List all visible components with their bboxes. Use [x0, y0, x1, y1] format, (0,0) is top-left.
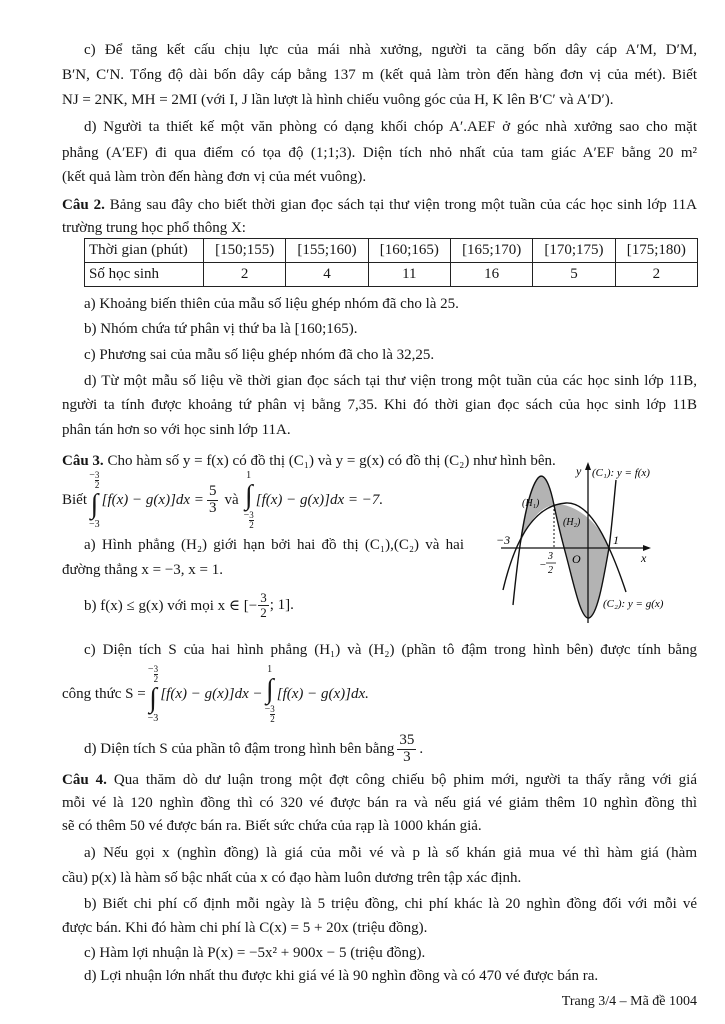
text: ; 1]. — [269, 596, 294, 613]
text-line: phẳng (A′EF) đi qua điểm có tọa độ (1;1;3). Diện tích nhỏ nhất của tam giác A′EF bằng 20 m² — [62, 145, 697, 161]
statement-b: b) Biết chi phí cố định mỗi ngày là 5 triệu đồng, chi phí khác là 20 nghìn đồng đối với mỗi vé — [84, 896, 697, 912]
table-cell: 16 — [450, 263, 532, 287]
function-graph — [486, 455, 706, 625]
y-axis-label: y — [576, 464, 582, 478]
text: d) Diện tích S của phần tô đậm trong hình bên bằng — [84, 740, 395, 757]
tick-label: 2 — [548, 565, 553, 576]
text-line: trường trung học phổ thông X: — [62, 220, 246, 236]
text-line: mỗi vé là 120 nghìn đồng thì có 320 vé được bán ra và nếu giá vé giảm thêm 10 nghìn đồng thì — [62, 795, 697, 811]
integral-sign: ∫ — [265, 673, 274, 705]
text-line: d) Người ta thiết kế một văn phòng có dạng khối chóp A′.AEF ở góc nhà xưởng sao cho mặt — [84, 119, 697, 135]
lower-limit: −3 — [147, 712, 159, 724]
integral-sign: ∫ — [90, 488, 99, 520]
text: [f(x) − g(x)]dx = — [101, 491, 204, 508]
text: b) f(x) ≤ g(x) với mọi x ∈ [− — [84, 597, 258, 614]
text: công thức S = — [62, 685, 146, 702]
upper-limit: − $\frac{3}{2}$ — [89, 469, 100, 490]
text-line: được bán. Khi đó hàm chi phí là C(x) = 5 + 20x (triệu đồng). — [62, 920, 428, 936]
question-2-intro — [62, 195, 697, 215]
statement-c: c) Diện tích S của hai hình phẳng (H₁) và (H₂) (phần tô đậm trong hình bên) được tính bằng — [84, 642, 697, 658]
text: [f(x) − g(x)]dx − — [160, 685, 263, 702]
page-footer: Trang 3/4 – Mã đề 1004 — [561, 994, 697, 1009]
h1-label: (H₁) — [522, 498, 540, 509]
statement-a: a) Hình phẳng (H₂) giới hạn bởi hai đồ thị (C₁),(C₂) và hai — [84, 537, 464, 553]
question-label: Câu 3. — [62, 453, 104, 469]
tick-label: −3 — [496, 533, 511, 547]
table-header-cell: Thời gian (phút) — [85, 239, 204, 263]
fraction: $\frac{3}{2}$ — [260, 589, 267, 620]
text: Qua thăm dò dư luận trong một đợt công chiếu bộ phim mới, người ta thấy rằng với giá — [106, 772, 697, 788]
statement-d: d) Lợi nhuận lớn nhất thu được khi giá vé là 90 nghìn đồng và có 470 vé được bán ra. — [84, 968, 599, 984]
given-integrals — [62, 470, 383, 530]
text: Bảng sau đây cho biết thời gian đọc sách tại thư viện trong một tuần của các học sinh lớp 11A — [104, 197, 697, 213]
table-cell: 11 — [368, 263, 450, 287]
c2-label: (C₂): y = g(x) — [603, 598, 664, 610]
tick-label: 3 — [548, 551, 553, 562]
table-cell: [165;170) — [450, 239, 532, 263]
text-line: NJ = 2NK, MH = 2MI (với I, J lần lượt là hình chiếu vuông góc của H, K lên B′C′ và A′D′). — [62, 92, 614, 108]
text-line: phân tán hơn so với học sinh lớp 11A. — [62, 422, 291, 438]
x-axis-label: x — [641, 551, 647, 565]
statement-b: b) Nhóm chứa tứ phân vị thứ ba là [160;165). — [84, 321, 358, 337]
text-line: cầu) p(x) là hàm số bậc nhất của x có đạo hàm luôn dương trên tập xác định. — [62, 870, 522, 886]
text: Cho hàm số y = f(x) có đồ thị (C₁) và y = g(x) có đồ thị (C₂) như hình bên. — [103, 453, 556, 469]
table-row — [85, 263, 698, 287]
fraction: $\frac{5}{3}$ — [208, 482, 217, 516]
text-line: người ta tính được khoảng tứ phân vị bằng 7,35. Khi đó thời gian đọc sách của học sinh lớp 11B — [62, 397, 697, 413]
statement-c: c) Phương sai của mẫu số liệu ghép nhóm đã cho là 32,25. — [84, 347, 435, 363]
table-cell: [175;180) — [615, 239, 697, 263]
statement-d — [84, 731, 423, 767]
question-label: Câu 4. — [62, 772, 107, 788]
tick-label: 1 — [613, 533, 619, 547]
h2-label: (H₂) — [563, 517, 581, 528]
text: và — [224, 491, 239, 508]
statement-b — [84, 590, 294, 620]
lower-limit: − $\frac{3}{2}$ — [243, 509, 254, 530]
table-cell: [170;175) — [533, 239, 615, 263]
y-axis-arrow — [585, 462, 591, 470]
text: [f(x) − g(x)]dx. — [276, 685, 369, 702]
lower-limit: −3 — [89, 518, 100, 530]
question-4-intro — [62, 770, 697, 790]
lower-limit: − $\frac{3}{2}$ — [264, 703, 275, 724]
upper-limit: − $\frac{3}{2}$ — [147, 663, 159, 684]
integral-sign: ∫ — [149, 682, 157, 714]
origin-label: O — [572, 552, 581, 566]
area-formula — [62, 664, 369, 724]
table-cell: 5 — [533, 263, 615, 287]
fraction: $\frac{35}{3}$ — [399, 731, 415, 765]
upper-limit: 1 — [246, 469, 252, 481]
integral — [265, 665, 275, 724]
text: [f(x) − g(x)]dx = −7. — [255, 491, 384, 508]
c1-label: (C₁): y = f(x) — [592, 467, 650, 479]
upper-limit: 1 — [267, 663, 273, 675]
statement-c: c) Hàm lợi nhuận là P(x) = −5x² + 900x − 5 (triệu đồng). — [84, 945, 426, 961]
text: . — [419, 740, 424, 757]
integral-sign: ∫ — [244, 479, 253, 511]
table-cell: [155;160) — [286, 239, 368, 263]
frequency-table — [84, 238, 698, 287]
text-line: sẽ có thêm 50 vé được bán ra. Biết sức chứa của rạp là 1000 khán giả. — [62, 818, 482, 834]
text-line: B′N, C′N. Tổng độ dài bốn dây cáp bằng 137 m (kết quả làm tròn đến hàng đơn vị của mét). Biết — [62, 67, 697, 83]
statement-a: a) Nếu gọi x (nghìn đồng) là giá của mỗi vé và p là số khán giả mua vé thì hàm giá (hàm — [84, 845, 697, 861]
text-line: (kết quả làm tròn đến hàng đơn vị của mét vuông). — [62, 169, 367, 185]
integral — [244, 471, 254, 530]
table-cell: 2 — [615, 263, 697, 287]
table-cell: [160;165) — [368, 239, 450, 263]
table-cell: 2 — [204, 263, 286, 287]
text: Biết — [62, 491, 87, 508]
integral — [89, 471, 100, 530]
text-line: c) Để tăng kết cấu chịu lực của mái nhà xưởng, người ta căng bốn dây cáp A′M, D′M, — [84, 42, 697, 58]
table-cell: [150;155) — [204, 239, 286, 263]
text-line: đường thẳng x = −3, x = 1. — [62, 562, 224, 578]
table-header-cell: Số học sinh — [85, 263, 204, 287]
integral — [148, 665, 159, 724]
tick-label: − — [539, 559, 547, 571]
question-label: Câu 2. — [62, 197, 105, 213]
statement-a: a) Khoảng biến thiên của mẫu số liệu ghép nhóm đã cho là 25. — [84, 296, 459, 312]
table-cell: 4 — [286, 263, 368, 287]
statement-d: d) Từ một mẫu số liệu về thời gian đọc sách tại thư viện trong một tuần của các học sinh lớp 11B, — [84, 373, 697, 389]
table-row — [85, 239, 698, 263]
question-3-intro — [62, 451, 556, 471]
